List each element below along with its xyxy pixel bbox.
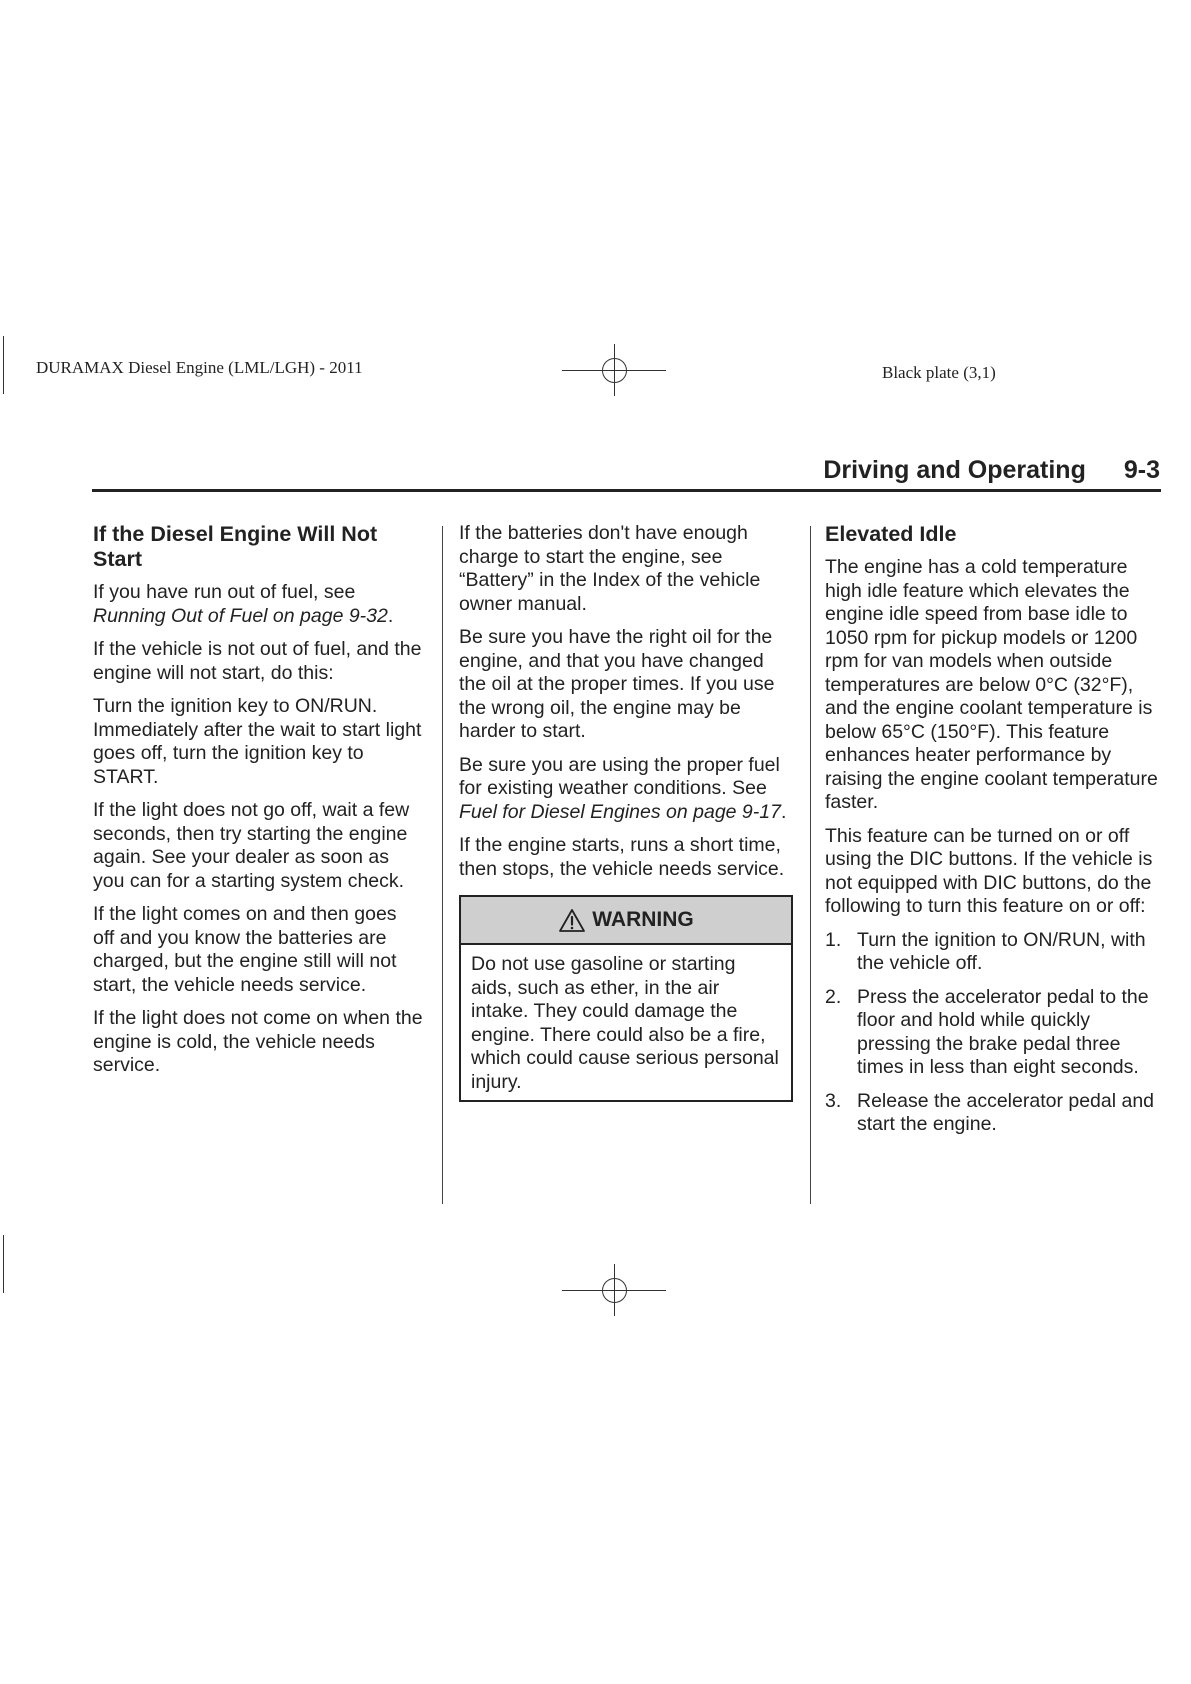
section-title-text: Driving and Operating: [823, 456, 1086, 484]
paragraph: Be sure you are using the proper fuel for existing weather conditions. See Fuel for Diesel Engines on page 9-17.: [459, 753, 787, 823]
page-number: 9-3: [1123, 456, 1160, 484]
column-divider-2: [810, 526, 811, 1204]
column-1: [93, 522, 423, 1088]
print-header-right: Black plate (3,1): [882, 363, 996, 382]
warning-box: [459, 895, 793, 1102]
list-item: 1. Turn the ignition to ON/RUN, with the vehicle off.: [825, 928, 1146, 974]
paragraph: The engine has a cold temperature high idle feature which elevates the engine idle speed from base idle to 1050 rpm for pickup models or 1200 rpm for van models when outside temperatures are below 0°C (32°F), and the engine coolant temperature is below 65°C (150°F). This feature enhances heater performance by raising the engine coolant temperature faster.: [825, 556, 1158, 813]
warning-body: [461, 945, 791, 1100]
column-3: [825, 522, 1165, 1147]
page-reference: Running Out of Fuel on page 9-32: [93, 604, 388, 627]
warning-triangle-icon: [558, 908, 586, 933]
paragraph: This feature can be turned on or off using the DIC buttons. If the vehicle is not equipped with DIC buttons, do the following to turn this feature on or off:: [825, 824, 1153, 917]
warning-text: Do not use gasoline or starting aids, such as ether, in the air intake. They could damage the engine. There could also be a fire, which could cause serious personal injury.: [471, 953, 779, 1093]
paragraph: If the vehicle is not out of fuel, and the engine will not start, do this:: [93, 638, 422, 684]
heading-elevated-idle: Elevated Idle: [825, 522, 957, 546]
column-divider-1: [442, 526, 443, 1204]
crop-mark-bottom-left: [3, 1235, 4, 1293]
paragraph: If the light does not come on when the engine is cold, the vehicle needs service.: [93, 1007, 423, 1076]
section-title: [600, 456, 1160, 485]
crop-mark-top-left: [3, 336, 4, 394]
page-reference: Fuel for Diesel Engines on page 9-17: [459, 800, 781, 823]
list-item: 2. Press the accelerator pedal to the floor and hold while quickly pressing the brake pedal three times in less than eight seconds.: [825, 985, 1149, 1078]
paragraph: If the batteries don't have enough charge to start the engine, see “Battery” in the Index of the vehicle owner manual.: [459, 522, 761, 615]
paragraph: Be sure you have the right oil for the engine, and that you have changed the oil at the proper times. If you use the wrong oil, the engine may be harder to start.: [459, 626, 775, 742]
list-item: 3. Release the accelerator pedal and start the engine.: [825, 1089, 1155, 1135]
paragraph: If the light does not go off, wait a few seconds, then try starting the engine again. See your dealer as soon as you can for a starting system check.: [93, 799, 410, 892]
steps-list: [825, 929, 1165, 1137]
heading-engine-will-not-start: If the Diesel Engine Will Not Start: [93, 522, 378, 571]
paragraph: Turn the ignition key to ON/RUN. Immediately after the wait to start light goes off, turn the ignition key to START.: [93, 695, 422, 788]
paragraph: If the light comes on and then goes off and you know the batteries are charged, but the engine still will not start, the vehicle needs service.: [93, 903, 397, 996]
warning-label: WARNING: [592, 908, 694, 932]
header-rule: [92, 489, 1161, 492]
warning-header: [461, 897, 791, 945]
paragraph: If the engine starts, runs a short time, then stops, the vehicle needs service.: [459, 834, 785, 880]
print-header-left: DURAMAX Diesel Engine (LML/LGH) - 2011: [36, 358, 363, 377]
paragraph: If you have run out of fuel, see Running Out of Fuel on page 9-32.: [93, 581, 394, 627]
column-2: [459, 522, 795, 1102]
